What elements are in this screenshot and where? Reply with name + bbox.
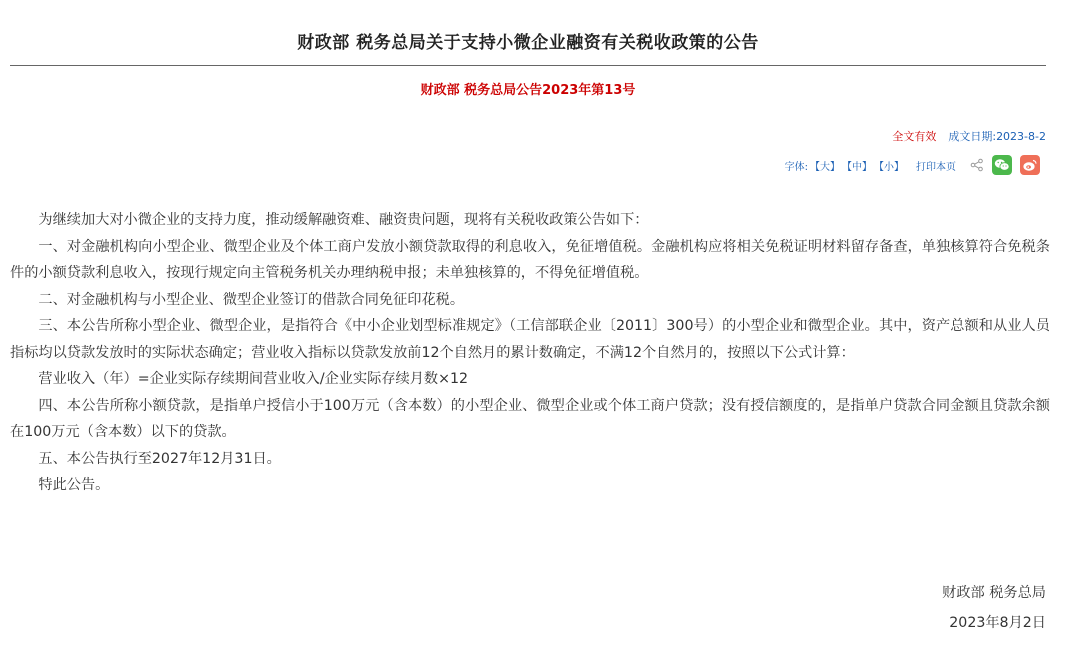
share-icon[interactable] <box>970 158 984 172</box>
issue-date-label: 成文日期: <box>948 130 997 143</box>
title-divider <box>10 65 1046 66</box>
body-paragraph-intro: 为继续加大对小微企业的支持力度，推动缓解融资难、融资贵问题，现将有关税收政策公告如下： <box>38 212 649 228</box>
document-meta <box>892 128 1046 144</box>
font-small-link[interactable]: 【小】 <box>874 161 904 173</box>
revenue-formula: 营业收入（年）=企业实际存续期间营业收入/企业实际存续月数×12 <box>38 371 469 387</box>
print-page-link[interactable]: 打印本页 <box>916 161 956 173</box>
validity-status: 全文有效 <box>892 130 937 143</box>
signature-block <box>942 578 1046 638</box>
font-large-link[interactable]: 【大】 <box>810 161 840 173</box>
issuer-name: 财政部 税务总局 <box>942 585 1046 601</box>
issue-date-value: 2023-8-2 <box>996 130 1046 143</box>
weibo-icon[interactable] <box>1020 155 1040 175</box>
body-paragraph-2: 二、对金融机构与小型企业、微型企业签订的借款合同免征印花税。 <box>38 291 465 308</box>
body-paragraph-1: 一、对金融机构向小型企业、微型企业及个体工商户发放小额贷款取得的利息收入，免征增值税。金融机构应将相关免税证明材料留存备查，单独核算符合免税条件的小额贷款利息收入，按现行规定向主管税务机关办理纳税申报；未单独核算的，不得免征增值税。 <box>10 238 1050 281</box>
announcement-body <box>10 207 1050 499</box>
document-number: 财政部 税务总局公告2023年第13号 <box>420 83 636 98</box>
font-size-label: 字体: <box>784 161 808 173</box>
font-medium-link[interactable]: 【中】 <box>842 161 872 173</box>
body-paragraph-3: 三、本公告所称小型企业、微型企业，是指符合《中小企业划型标准规定》（工信部联企业〔2011〕300号）的小型企业和微型企业。其中，资产总额和从业人员指标均以贷款发放时的实际状态确定；营业收入指标以贷款发放前12个自然月的累计数确定，不满12个自然月的，按照以下公式计算： <box>10 318 1050 361</box>
page-tools <box>785 154 1040 176</box>
wechat-icon[interactable] <box>992 155 1012 175</box>
closing-statement: 特此公告。 <box>38 477 110 493</box>
signature-date: 2023年8月2日 <box>949 615 1046 631</box>
body-paragraph-4: 四、本公告所称小额贷款，是指单户授信小于100万元（含本数）的小型企业、微型企业或个体工商户贷款；没有授信额度的，是指单户贷款合同金额且贷款余额在100万元（含本数）以下的贷款。 <box>10 397 1050 440</box>
page-title: 财政部 税务总局关于支持小微企业融资有关税收政策的公告 <box>297 33 759 53</box>
body-paragraph-5: 五、本公告执行至2027年12月31日。 <box>38 450 281 467</box>
